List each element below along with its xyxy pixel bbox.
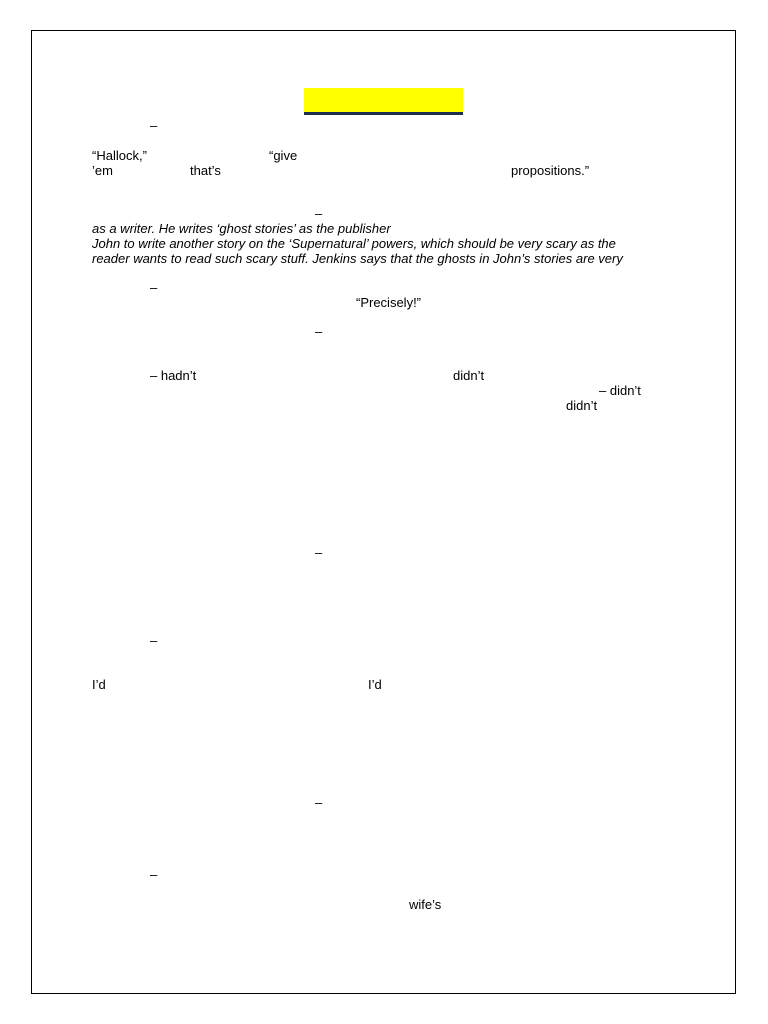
didnt-text: – didn’t — [599, 383, 641, 398]
dash-text: – — [315, 545, 323, 560]
wifes-text: wife’s — [409, 897, 442, 912]
summary-line-1: as a writer. He writes ‘ghost stories’ as the publisher — [92, 221, 391, 236]
didnt-text: didn’t — [566, 398, 598, 413]
summary-line-2: John to write another story on the ‘Supernatural’ powers, which should be very scary as the — [92, 236, 616, 251]
dash-text: – — [315, 795, 323, 810]
propositions-text: propositions.” — [511, 163, 590, 178]
dash-text: – — [150, 280, 158, 295]
em-text: ’em — [92, 163, 113, 178]
id-text: I’d — [368, 677, 382, 692]
dash-text: – — [150, 633, 158, 648]
dash-text: – — [315, 324, 323, 339]
page-border — [31, 30, 736, 994]
summary-line-3: reader wants to read such scary stuff. Jenkins says that the ghosts in John’s stories are very — [92, 251, 623, 266]
hallock-text: “Hallock,” — [92, 148, 147, 163]
hadnt-text: – hadn’t — [150, 368, 197, 383]
give-text: “give — [269, 148, 298, 163]
dash-text: – — [150, 118, 158, 133]
precisely-text: “Precisely!” — [356, 295, 422, 310]
id-text: I’d — [92, 677, 106, 692]
didnt-text: didn’t — [453, 368, 485, 383]
title-highlight — [304, 88, 463, 115]
dash-text: – — [150, 867, 158, 882]
dash-text: – — [315, 206, 323, 221]
thats-text: that’s — [190, 163, 221, 178]
